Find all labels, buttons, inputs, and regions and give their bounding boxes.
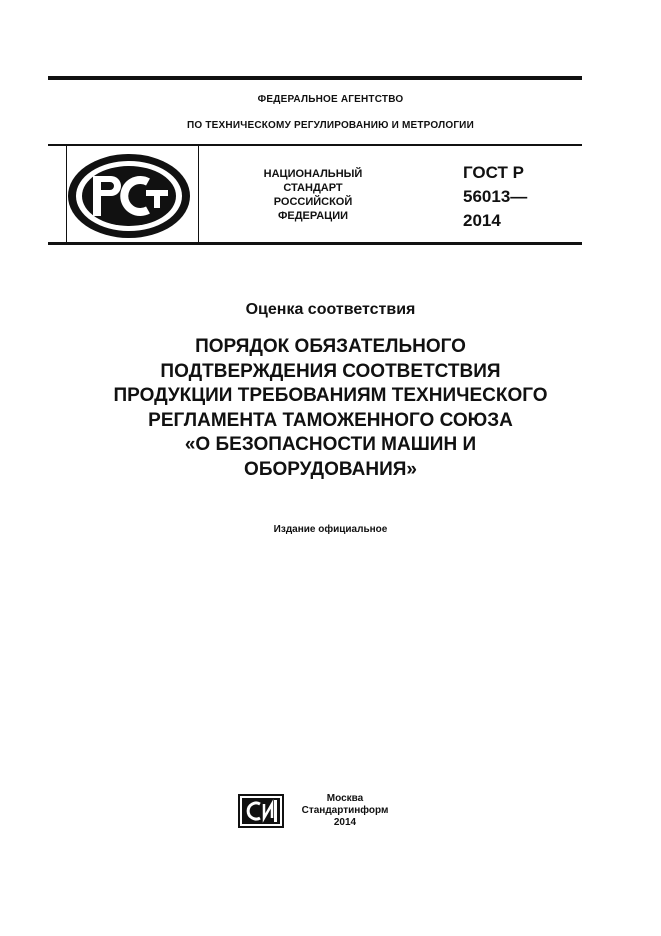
national-line-4: ФЕДЕРАЦИИ [277, 210, 349, 222]
publisher-city: Москва [326, 793, 364, 804]
national-standard-label [238, 167, 388, 223]
gost-line-2: 56013— [463, 187, 528, 206]
rst-logo-icon [66, 152, 192, 240]
document-subject: Оценка соответствия [245, 301, 416, 318]
block-top-rule [48, 144, 582, 146]
top-rule [48, 76, 582, 80]
gost-line-3: 2014 [463, 211, 501, 230]
title-line-4: РЕГЛАМЕНТА ТАМОЖЕННОГО СОЮЗА [148, 409, 513, 431]
agency-line-2: ПО ТЕХНИЧЕСКОМУ РЕГУЛИРОВАНИЮ И МЕТРОЛОГИИ [187, 120, 474, 131]
title-line-6: ОБОРУДОВАНИЯ» [244, 458, 417, 480]
publisher-name: Стандартинформ [301, 805, 389, 816]
standartinform-logo-icon [238, 794, 284, 828]
edition-label: Издание официальное [273, 524, 388, 535]
title-line-5: «О БЕЗОПАСНОСТИ МАШИН И [184, 434, 477, 455]
national-line-1: НАЦИОНАЛЬНЫЙ [263, 168, 363, 180]
gost-number [463, 161, 527, 233]
title-line-1: ПОРЯДОК ОБЯЗАТЕЛЬНОГО [195, 336, 466, 357]
document-title [40, 335, 621, 482]
publisher-info [290, 793, 400, 829]
title-line-2: ПОДТВЕРЖДЕНИЯ СООТВЕТСТВИЯ [160, 360, 501, 382]
gost-line-1: ГОСТ Р [463, 163, 524, 182]
block-bottom-rule [48, 242, 582, 245]
publisher-year: 2014 [333, 817, 357, 828]
national-line-2: СТАНДАРТ [283, 182, 343, 194]
block-divider-right [198, 146, 199, 242]
agency-line-1: ФЕДЕРАЛЬНОЕ АГЕНТСТВО [257, 94, 404, 105]
national-line-3: РОССИЙСКОЙ [273, 196, 353, 208]
title-line-3: ПРОДУКЦИИ ТРЕБОВАНИЯМ ТЕХНИЧЕСКОГО [113, 385, 548, 406]
